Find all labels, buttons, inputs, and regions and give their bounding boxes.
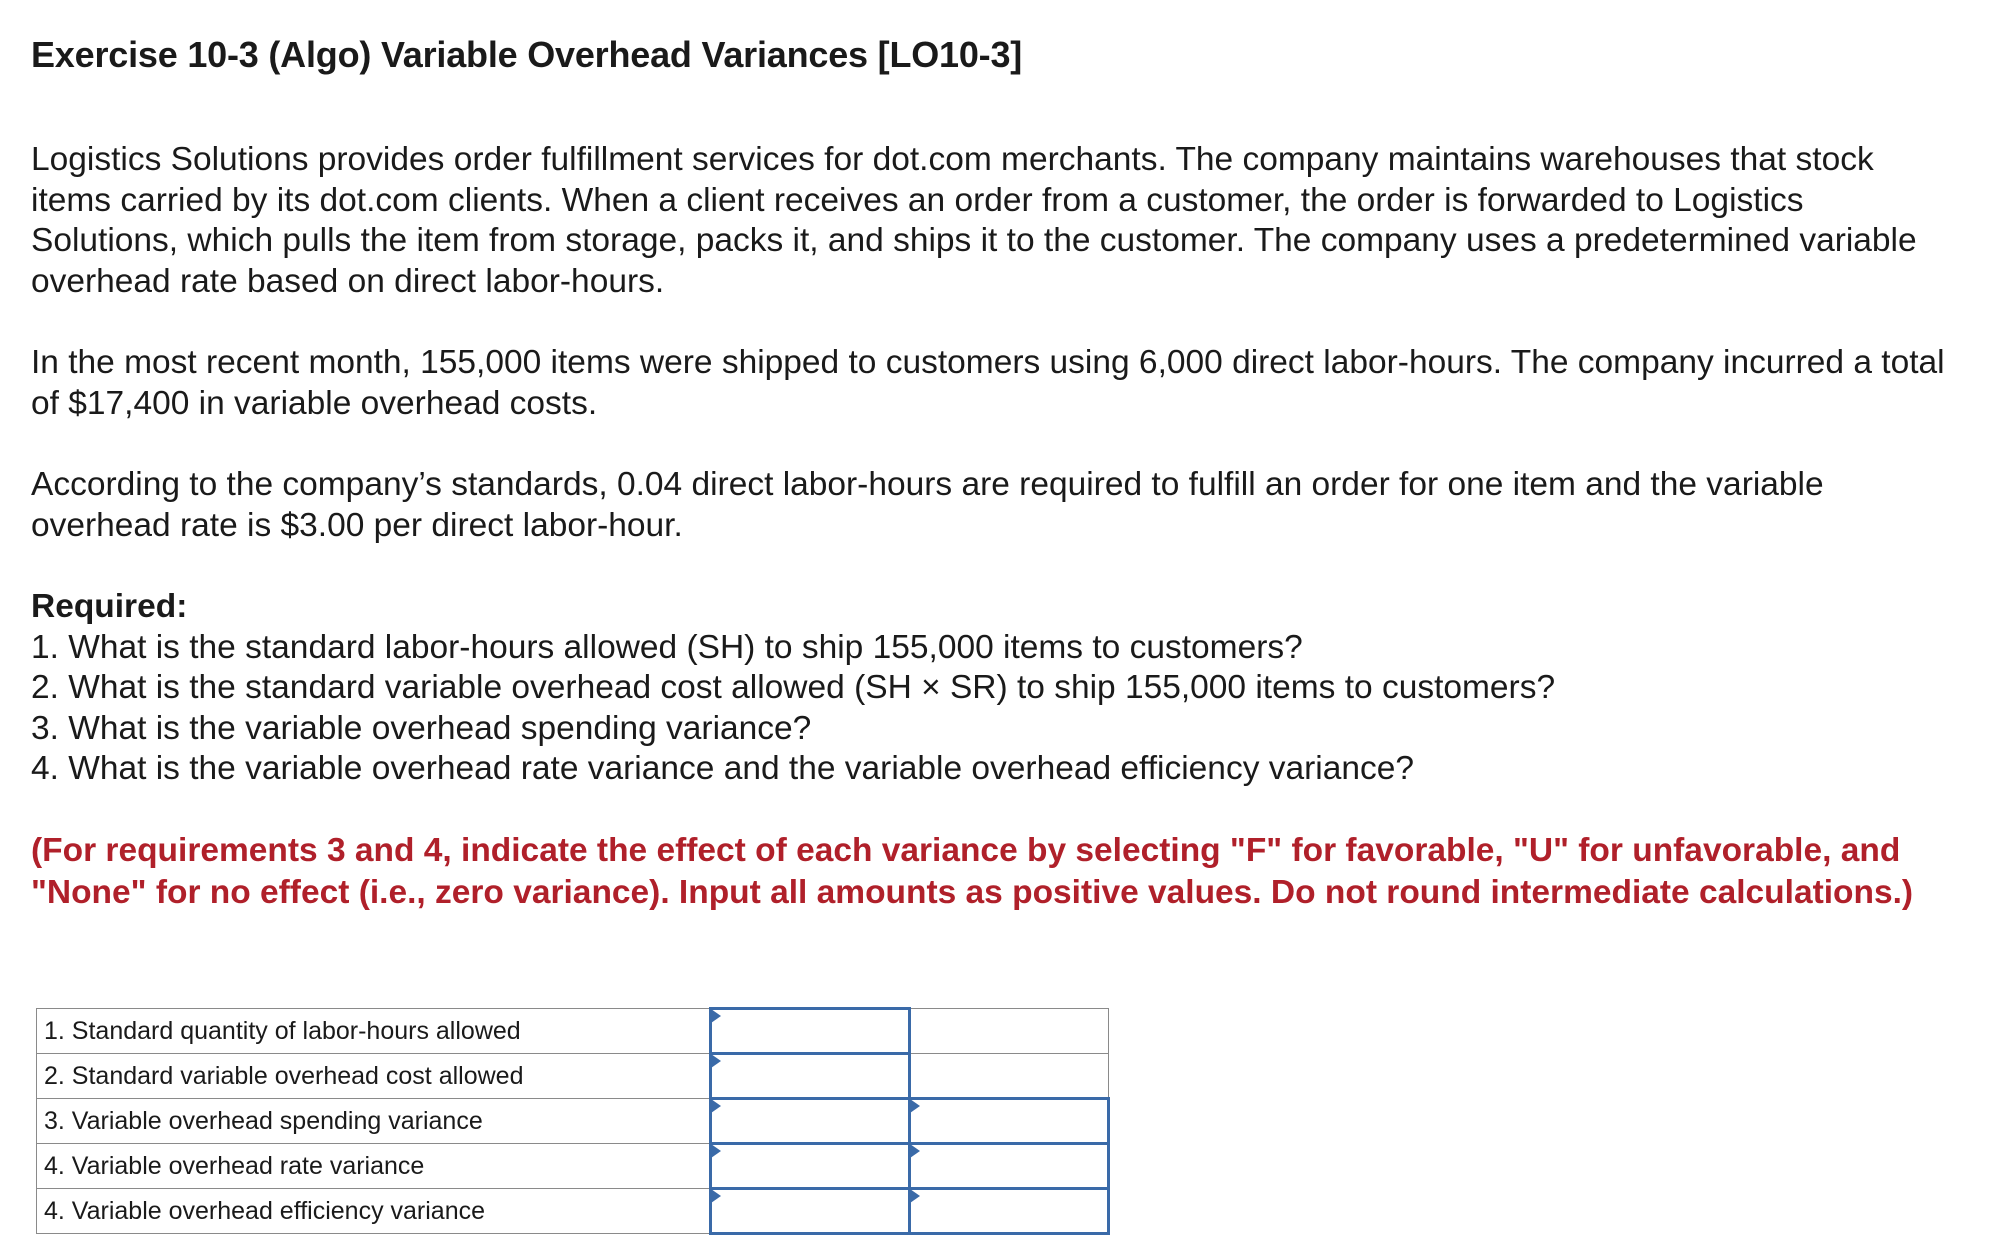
required-section bbox=[31, 587, 1555, 790]
efficiency-variance-amount-input[interactable] bbox=[712, 1190, 908, 1232]
exercise-title: Exercise 10-3 (Algo) Variable Overhead Variances [LO10-3] bbox=[31, 34, 1023, 75]
effect-cell[interactable] bbox=[910, 1099, 1109, 1144]
required-item-2: 2. What is the standard variable overhead cost allowed (SH × SR) to ship 155,000 items to customers? bbox=[31, 669, 1556, 706]
recent-month-paragraph: In the most recent month, 155,000 items were shipped to customers using 6,000 direct labor-hours. The company incurred a total of $17,400 in variable overhead costs. bbox=[31, 344, 1945, 422]
row-label-efficiency-variance: 4. Variable overhead efficiency variance bbox=[37, 1189, 711, 1234]
spending-variance-effect-select[interactable] bbox=[911, 1100, 1107, 1142]
amount-cell[interactable] bbox=[711, 1189, 910, 1234]
table-row bbox=[37, 1189, 1109, 1234]
amount-cell[interactable] bbox=[711, 1144, 910, 1189]
row-label-standard-cost: 2. Standard variable overhead cost allowed bbox=[37, 1054, 711, 1099]
table-row bbox=[37, 1009, 1109, 1054]
effect-cell bbox=[910, 1054, 1109, 1099]
standards-paragraph: According to the company’s standards, 0.04 direct labor-hours are required to fulfill an order for one item and the variable overhead rate is $3.00 per direct labor-hour. bbox=[31, 466, 1824, 544]
table-row bbox=[37, 1144, 1109, 1189]
table-row bbox=[37, 1054, 1109, 1099]
standard-cost-amount-input[interactable] bbox=[712, 1055, 908, 1097]
answer-table bbox=[36, 1007, 1110, 1235]
effect-cell bbox=[910, 1009, 1109, 1054]
instructions-note: (For requirements 3 and 4, indicate the effect of each variance by selecting "F" for favorable, "U" for unfavorable, and "None" for no effect (i.e., zero variance). Input all amounts as positive values. Do not round intermediate calculations.) bbox=[31, 832, 1914, 911]
amount-cell[interactable] bbox=[711, 1054, 910, 1099]
row-label-standard-hours: 1. Standard quantity of labor-hours allowed bbox=[37, 1009, 711, 1054]
intro-paragraph: Logistics Solutions provides order fulfillment services for dot.com merchants. The company maintains warehouses that stock items carried by its dot.com clients. When a client receives an order from a customer, the order is forwarded to Logistics Solutions, which pulls the item from storage, packs it, and ships it to the customer. The company uses a predetermined variable overhead rate based on direct labor-hours. bbox=[31, 141, 1917, 300]
required-heading: Required: bbox=[31, 588, 188, 625]
rate-variance-effect-select[interactable] bbox=[911, 1145, 1107, 1187]
rate-variance-amount-input[interactable] bbox=[712, 1145, 908, 1187]
amount-cell[interactable] bbox=[711, 1009, 910, 1054]
required-item-1: 1. What is the standard labor-hours allowed (SH) to ship 155,000 items to customers? bbox=[31, 628, 1303, 666]
row-label-spending-variance: 3. Variable overhead spending variance bbox=[37, 1099, 711, 1144]
spending-variance-amount-input[interactable] bbox=[712, 1100, 908, 1142]
required-item-4: 4. What is the variable overhead rate variance and the variable overhead efficiency variance? bbox=[31, 750, 1415, 787]
table-row bbox=[37, 1099, 1109, 1144]
amount-cell[interactable] bbox=[711, 1099, 910, 1144]
effect-cell[interactable] bbox=[910, 1144, 1109, 1189]
required-item-3: 3. What is the variable overhead spending variance? bbox=[31, 709, 812, 747]
effect-cell[interactable] bbox=[910, 1189, 1109, 1234]
efficiency-variance-effect-select[interactable] bbox=[911, 1190, 1107, 1232]
standard-hours-amount-input[interactable] bbox=[712, 1010, 908, 1052]
row-label-rate-variance: 4. Variable overhead rate variance bbox=[37, 1144, 711, 1189]
